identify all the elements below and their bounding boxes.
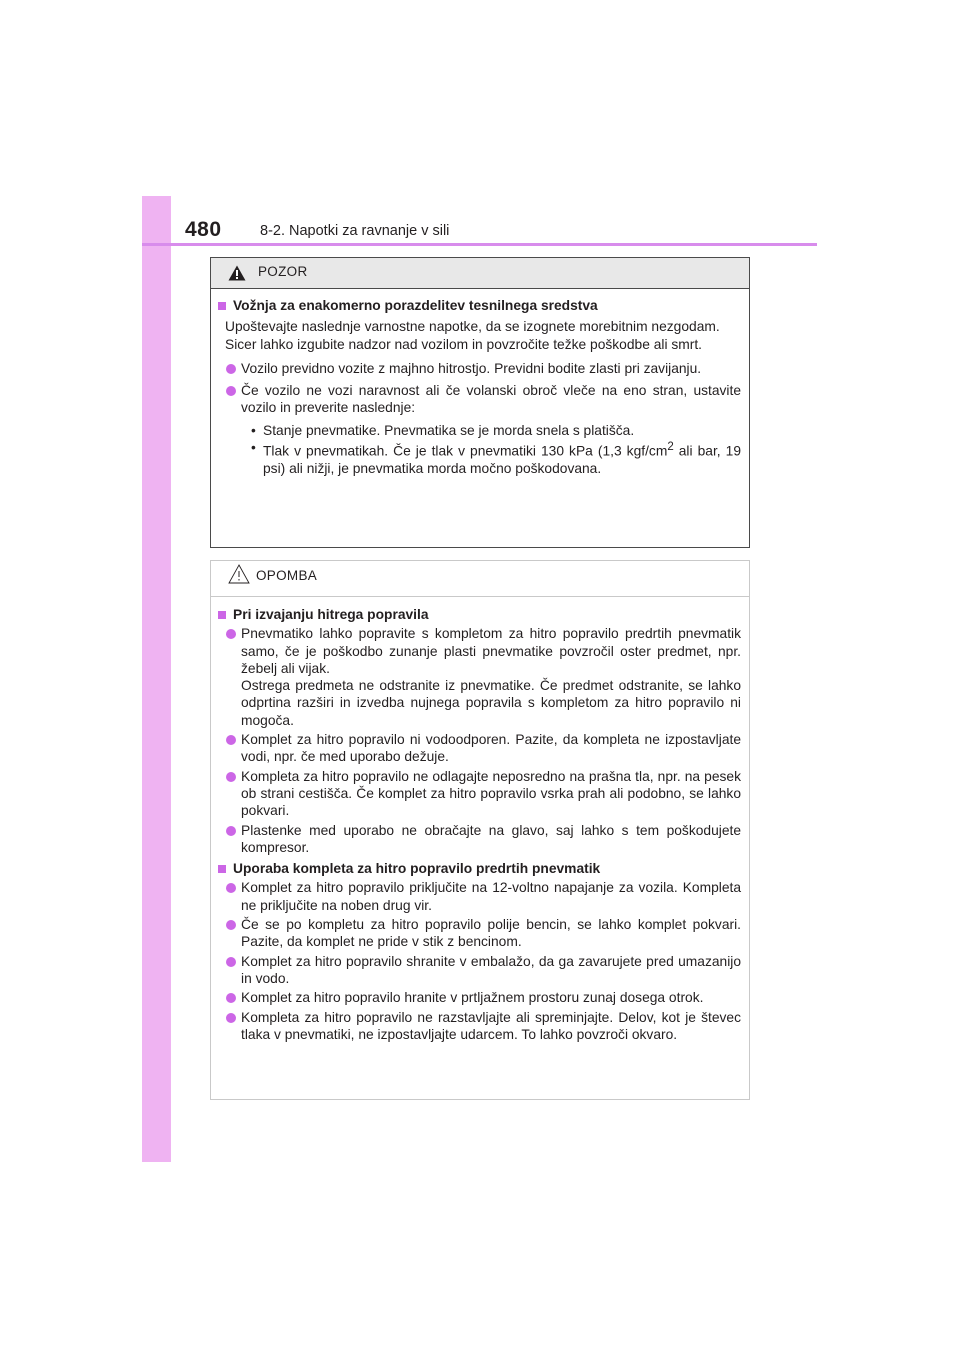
circle-bullet-icon	[226, 1013, 236, 1023]
note-bullet-text: Plastenke med uporabo ne obračajte na glavo, saj lahko s tem poškodujete kompresor.	[241, 822, 741, 855]
note-bullet-text: Komplet za hitro popravilo hranite v prtljažnem prostoru zunaj dosega otrok.	[241, 990, 704, 1006]
warning-body	[211, 289, 749, 477]
note-bullet-text: Komplet za hitro popravilo shranite v embalažo, da ga zavarujete pred umazanijo in vodo.	[241, 953, 741, 986]
small-bullet-icon: •	[251, 422, 256, 438]
small-bullet-icon: •	[251, 440, 256, 456]
header-rule	[142, 243, 817, 246]
warning-box-header	[211, 258, 749, 289]
circle-bullet-icon	[226, 957, 236, 967]
note-bullet	[218, 953, 741, 988]
warning-title: POZOR	[258, 264, 308, 279]
note-bullet-text: Če se po kompletu za hitro popravilo polije bencin, se lahko komplet pokvari. Pazite, da komplet ne pride v stik z bencinom.	[241, 917, 741, 950]
note-body	[211, 597, 749, 1043]
circle-bullet-icon	[226, 772, 236, 782]
note-title: OPOMBA	[256, 568, 318, 583]
chapter-side-strip	[142, 196, 171, 1162]
caution-triangle-icon	[228, 564, 250, 584]
note-box	[210, 560, 750, 1100]
warning-intro-1: Upoštevajte naslednje varnostne napotke, da se izognete morebitnim nezgodam.	[225, 319, 720, 335]
note-box-header	[211, 561, 749, 597]
page-header	[142, 198, 817, 246]
note-bullet-text-cont: Ostrega predmeta ne odstranite iz pnevmatike. Če predmet odstranite, se lahko odprtina razširi in izvedba nujnega popravila s kompletom za hitro popravilo ni mogoča.	[241, 678, 741, 728]
note-bullet	[218, 731, 741, 766]
note-bullet	[218, 768, 741, 820]
note-bullet-text: Kompleta za hitro popravilo ne razstavljajte ali spreminjajte. Delov, kot je števec tlaka v pnevmatiki, ne izpostavljajte udarcem. To lahko povzroči okvaro.	[241, 1009, 741, 1042]
warning-subitem-text: Tlak v pnevmatikah. Če je tlak v pnevmatiki 130 kPa (1,3 kgf/cm	[263, 443, 668, 459]
note-bullet	[218, 822, 741, 857]
warning-subitem	[218, 439, 741, 477]
warning-bullet	[218, 382, 741, 417]
warning-triangle-icon	[228, 265, 246, 281]
warning-intro-2: Sicer lahko izgubite nadzor nad vozilom in povzročite težke poškodbe ali smrt.	[225, 336, 702, 352]
superscript-2: 2	[667, 441, 674, 454]
warning-bullet-text: Vozilo previdno vozite z majhno hitrostjo. Previdni bodite zlasti pri zavijanju.	[241, 360, 702, 376]
circle-bullet-icon	[226, 364, 236, 374]
note-bullet	[218, 989, 741, 1006]
section-title: 8-2. Napotki za ravnanje v sili	[260, 223, 450, 239]
note-bullet	[218, 625, 741, 729]
square-bullet-icon	[218, 302, 226, 310]
note-bullet	[218, 1009, 741, 1044]
warning-subitem-text: Stanje pnevmatike. Pnevmatika se je morda snela s platišča.	[263, 422, 635, 438]
warning-bullet-text: Če vozilo ne vozi naravnost ali če volanski obroč vleče na eno stran, ustavite vozilo in preverite naslednje:	[241, 383, 741, 416]
note-heading: Uporaba kompleta za hitro popravilo predrtih pnevmatik	[233, 861, 601, 877]
note-bullet-text: Komplet za hitro popravilo ni vodoodporen. Pazite, da kompleta ne izpostavljate vodi, npr. če med uporabo dežuje.	[241, 732, 741, 765]
warning-subitem	[218, 422, 741, 439]
warning-section	[218, 297, 741, 314]
warning-heading: Vožnja za enakomerno porazdelitev tesnilnega sredstva	[233, 298, 598, 313]
warning-subitem-text-cont: ali bar, 19 psi) ali nižji, je pnevmatika morda močno poškodovana.	[263, 443, 741, 476]
square-bullet-icon	[218, 865, 226, 873]
circle-bullet-icon	[226, 920, 236, 930]
circle-bullet-icon	[226, 826, 236, 836]
circle-bullet-icon	[226, 629, 236, 639]
note-bullet	[218, 916, 741, 951]
note-bullet-text: Komplet za hitro popravilo priključite na 12-voltno napajanje za vozila. Kompleta ne priključite na noben drug vir.	[241, 880, 741, 913]
page-number: 480	[185, 218, 222, 241]
note-bullet-text: Pnevmatiko lahko popravite s kompletom za hitro popravilo predrtih pnevmatik samo, če je poškodbo zunanje plasti pnevmatike povzročil oster predmet, npr. žebelj ali vijak.	[241, 626, 741, 676]
warning-bullet	[218, 360, 741, 377]
note-bullet	[218, 879, 741, 914]
circle-bullet-icon	[226, 993, 236, 1003]
circle-bullet-icon	[226, 386, 236, 396]
square-bullet-icon	[218, 611, 226, 619]
note-heading: Pri izvajanju hitrega popravila	[233, 607, 429, 622]
note-bullet-text: Kompleta za hitro popravilo ne odlagajte neposredno na prašna tla, npr. na pesek ob strani cestišča. Če komplet za hitro popravilo vsrka prah ali podobno, se lahko pokvari.	[241, 768, 741, 819]
circle-bullet-icon	[226, 735, 236, 745]
circle-bullet-icon	[226, 883, 236, 893]
note-section	[218, 606, 741, 623]
warning-box	[210, 257, 750, 548]
note-section	[218, 860, 741, 877]
